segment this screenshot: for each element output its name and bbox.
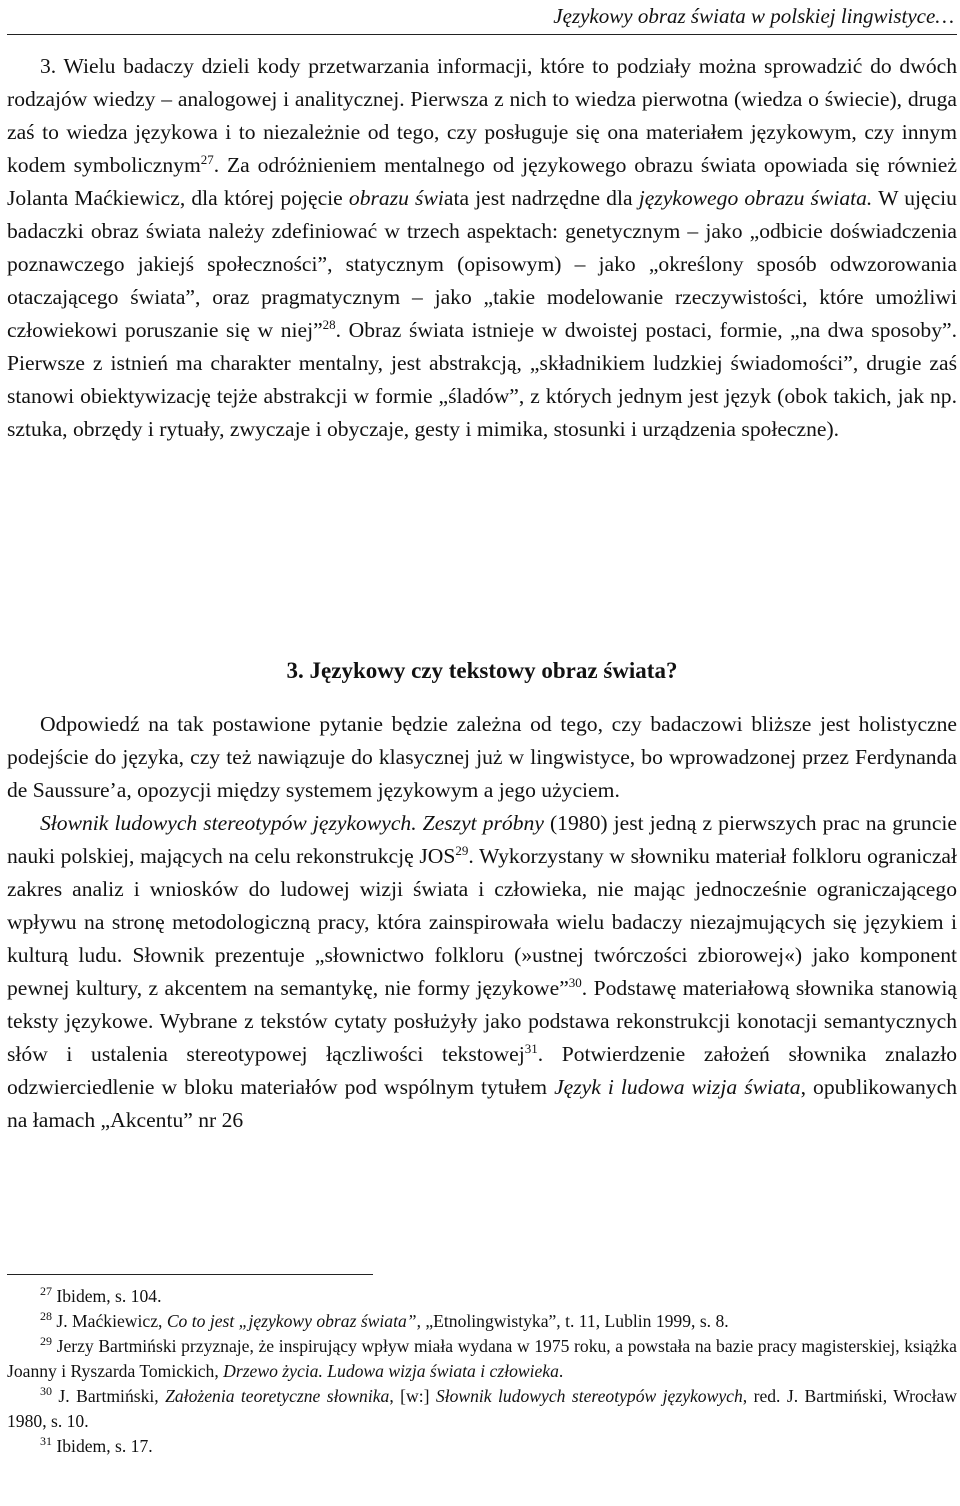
footnotes [7, 1284, 957, 1459]
paragraph-codes: 3. Wielu badaczy dzieli kody przetwarzania informacji, które to podziały można sprowadzić do dwóch rodzajów wiedzy ‒ analogowej i analitycznej. Pierwsza z nich to wiedza pierwotna (wiedza o świecie), druga zaś to wiedza językowa i to niezależnie od tego, czy posługuje się ona materiałem językowym, czy innym kodem symbolicznym$^{27}$. Za odróżnieniem mentalnego od językowego obrazu świata opowiada się również Jolanta Maćkiewicz, dla której pojęcie obrazu świata jest nadrzędne dla językowego obrazu świata. W ujęciu badaczki obraz świata należy zdefiniować w trzech aspektach: genetycznym ‒ jako „odbicie doświadczenia poznawczego jakiejś społeczności”, statycznym (opisowym) ‒ jako „określony sposób odwzorowania otaczającego świata”, oraz pragmatycznym ‒ jako „takie modelowanie rzeczywistości, które umożliwi człowiekowi poruszanie się w niej”$^{28}$. Obraz świata istnieje w dwoistej postaci, formie, „na dwa sposoby”. Pierwsze z istnień ma charakter mentalny, jest abstrakcją, „składnikiem ludzkiej świadomości”, drugie zaś stanowi obiektywizację tejże abstrakcji w formie „śladów”, z których jednym jest język (obok takich, jak np. sztuka, obrzędy i rytuały, zwyczaje i obyczaje, gesty i mimika, stosunki i urządzenia społeczne). [7, 54, 957, 441]
section-title: 3. Językowy czy tekstowy obraz świata? [286, 658, 678, 683]
footnote-ref-29[interactable]: 29 [455, 842, 469, 858]
footnote-ref-31[interactable]: 31 [524, 1040, 538, 1056]
footnote-31: $^{31}$ Ibidem, s. 17. [40, 1434, 153, 1456]
footnote-ref-27[interactable]: 27 [200, 151, 214, 167]
footnote-27: $^{27}$ Ibidem, s. 104. [40, 1284, 162, 1306]
paragraph-answer: Odpowiedź na tak postawione pytanie będzie zależna od tego, czy badaczowi bliższe jest holistyczne podejście do języka, czy też nawiązuje do klasycznej już w lingwistyce, bo wprowadzonej przez Ferdynanda de Saussure’a, opozycji między systemem językowym a jego użyciem. [7, 712, 957, 802]
footnote-ref-30[interactable]: 30 [568, 974, 582, 990]
paragraph-slownik: Słownik ludowych stereotypów językowych. Zeszyt próbny (1980) jest jedną z pierwszych prac na gruncie nauki polskiej, mających na celu rekonstrukcję JOS$^{29}$. Wykorzystany w słowniku materiał folkloru ograniczał zakres analiz i wniosków do ludowej wizji świata i człowieka, nie mając jednocześnie ograniczającego wpływu na stronę metodologiczną pracy, która zainspirowała wielu badaczy niezajmujących się językiem i kulturą ludu. Słownik prezentuje „słownictwo folkloru (»ustnej twórczości zbiorowej«) jako komponent pewnej kultury, z akcentem na semantykę, nie formy językowe”$^{30}$. Podstawę materiałową słownika stanowią teksty językowe. Wybrane z tekstów cytaty posłużyły jako podstawa rekonstrukcji konotacji semantycznych słów i ustalenia stereotypowej łączliwości tekstowej$^{31}$. Potwierdzenie założeń słownika znalazło odzwierciedlenie w bloku materiałów pod wspólnym tytułem Język i ludowa wizja świata, opublikowanych na łamach „Akcentu” nr 26 [7, 811, 957, 1132]
footnote-29: $^{29}$ Jerzy Bartmiński przyznaje, że inspirujący wpływ miała wydana w 1975 roku, a powstała na bazie pracy magisterskiej, książka Joanny i Ryszarda Tomickich, Drzewo życia. Ludowa wizja świata i człowieka. [7, 1334, 957, 1381]
paragraph-mackiewicz: Za odróżnieniem mentalnego od językowego obrazu świata opowiada się również Jolanta Maćkiewicz, dla której pojęcie obrazu świata jest nadrzędne dla językowego obrazu świata. W ujęciu badaczki obraz świata należy zdefiniować w trzech aspektach: genetycznym ‒ jako „odbicie doświadczenia poznawczego jakiejś społeczności”, statycznym (opisowym) ‒ jako „określony sposób odwzorowania otaczającego świata”, oraz pragmatycznym ‒ jako „takie modelowanie rzeczywistości, które umożliwi człowiekowi poruszanie się w niej”$^{28}$. Obraz świata istnieje w dwoistej postaci, formie, „na dwa sposoby”. Pierwsze z istnień ma charakter mentalny, jest abstrakcją, „składnikiem ludzkiej świadomości”, drugie zaś stanowi obiektywizację tejże abstrakcji w formie „śladów”, z których jednym jest język (obok takich, jak np. sztuka, obrzędy i rytuały, zwyczaje i obyczaje, gesty i mimika, stosunki i urządzenia społeczne). [7, 153, 957, 441]
footnote-rule [7, 1274, 373, 1275]
body-upper [7, 50, 957, 446]
running-header: Językowy obraz świata w polskiej lingwistyce… [553, 4, 954, 28]
footnote-ref-28[interactable]: 28 [322, 316, 336, 332]
footnote-28: $^{28}$ J. Maćkiewicz, Co to jest „językowy obraz świata”, „Etnolingwistyka”, t. 11, Lublin 1999, s. 8. [40, 1309, 729, 1331]
footnote-30: $^{30}$ J. Bartmiński, Założenia teoretyczne słownika, [w:] Słownik ludowych stereotypów językowych, red. J. Bartmiński, Wrocław 1980, s. 10. [7, 1384, 957, 1431]
header-rule [7, 34, 957, 35]
body-lower [7, 708, 957, 1137]
